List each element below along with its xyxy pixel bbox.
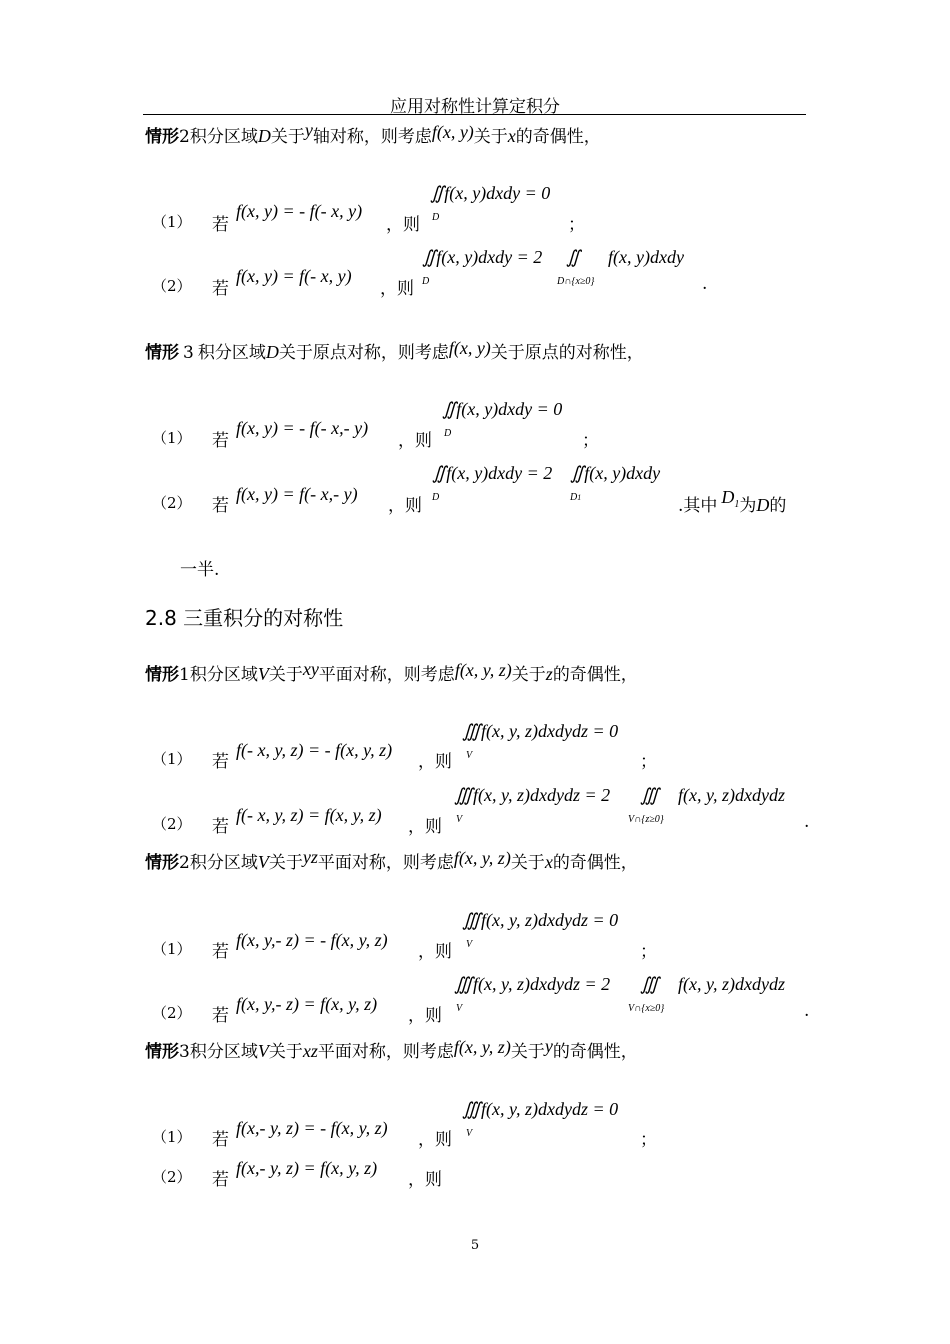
- variable-symbol: y: [544, 1036, 553, 1056]
- result-formula: f(x, y, z)dxdydz: [678, 785, 785, 805]
- case-label: 情形: [145, 1042, 179, 1062]
- result-formula: ∭f(x, y, z)dxdydz = 0: [462, 910, 619, 930]
- case-text: 的奇偶性，: [515, 127, 601, 147]
- plane-symbol: xy: [302, 659, 319, 679]
- case-1-heading: [145, 660, 638, 685]
- result-formula: ∭f(x, y, z)dxdydz = 2: [454, 974, 611, 994]
- region-symbol: V: [257, 1041, 269, 1061]
- case-number: 3: [183, 343, 194, 363]
- remark-continuation: 一半.: [180, 560, 220, 580]
- case-label: 情形: [145, 853, 179, 873]
- item-number: （2）: [152, 1004, 192, 1022]
- if-word: 若: [212, 431, 229, 451]
- then-word: ，则: [418, 1130, 452, 1150]
- integral-domain: D: [444, 428, 452, 439]
- case-label: 情形: [145, 665, 179, 685]
- result-formula: ∭f(x, y, z)dxdydz = 2: [454, 785, 611, 805]
- case-text: 积分区域: [189, 1042, 258, 1062]
- case-text: 平面对称，则考虑: [318, 665, 455, 685]
- item-number: （1）: [152, 750, 192, 768]
- case-text: 积分区域: [197, 343, 266, 363]
- then-word: ，则: [408, 1170, 442, 1190]
- result-formula: ∬f(x, y)dxdy = 0: [442, 399, 563, 419]
- condition-formula: f(x,- y, z) = - f(x, y, z): [236, 1118, 388, 1138]
- then-word: ，则: [380, 279, 414, 299]
- semicolon: ；: [640, 942, 657, 962]
- integral-domain: V∩{z≥0}: [628, 814, 664, 825]
- case-text: 关于: [473, 127, 508, 147]
- item-number: （1）: [152, 1128, 192, 1146]
- period: .: [702, 274, 708, 294]
- result-formula: ∭: [640, 785, 660, 805]
- case-3-heading: [145, 338, 644, 363]
- region-symbol: V: [257, 664, 269, 684]
- function-symbol: f(x, y, z): [454, 660, 512, 680]
- condition-formula: f(x, y,- z) = - f(x, y, z): [236, 930, 388, 950]
- period: .: [804, 1001, 810, 1021]
- condition-formula: f(x, y,- z) = f(x, y, z): [236, 994, 378, 1014]
- condition-formula: f(x, y) = - f(- x,- y): [236, 418, 369, 438]
- case-number: 1: [179, 665, 190, 685]
- region-symbol: D: [257, 126, 271, 146]
- condition-formula: f(- x, y, z) = f(x, y, z): [236, 805, 382, 825]
- then-word: ，则: [408, 817, 442, 837]
- result-formula: ∭f(x, y, z)dxdydz = 0: [462, 721, 619, 741]
- region-symbol: V: [257, 852, 269, 872]
- if-word: 若: [212, 752, 229, 772]
- condition-formula: f(x,- y, z) = f(x, y, z): [236, 1158, 378, 1178]
- result-formula: f(x, y, z)dxdydz: [678, 974, 785, 994]
- case-text: 关于原点的对称性，: [490, 343, 644, 363]
- region-index: 1: [734, 499, 740, 510]
- page-header: 应用对称性计算定积分: [390, 97, 560, 117]
- integral-domain: D: [432, 212, 440, 223]
- case-text: 关于: [268, 853, 303, 873]
- case-number: 2: [179, 853, 190, 873]
- remark-word: 的: [769, 496, 787, 516]
- case-number: 3: [179, 1042, 190, 1062]
- case-text: 的奇偶性，: [552, 665, 638, 685]
- result-formula: ∬f(x, y)dxdy = 2: [432, 463, 553, 483]
- case-2-triple-heading: [145, 848, 638, 873]
- variable-symbol: y: [304, 120, 313, 140]
- integral-domain: D∩{x≥0}: [557, 276, 595, 287]
- page-number: 5: [470, 1238, 480, 1253]
- if-word: 若: [212, 942, 229, 962]
- item-number: （2）: [152, 494, 192, 512]
- if-word: 若: [212, 496, 229, 516]
- section-heading: 2.8 三重积分的对称性: [145, 606, 344, 630]
- case-text: 关于原点对称，则考虑: [278, 343, 449, 363]
- case-text: 关于: [270, 127, 305, 147]
- case-text: 关于: [268, 665, 303, 685]
- integral-domain: V∩{x≥0}: [628, 1003, 665, 1014]
- if-word: 若: [212, 817, 229, 837]
- integral-domain: V: [456, 814, 463, 825]
- if-word: 若: [212, 1006, 229, 1026]
- case-text: 关于: [510, 1042, 545, 1062]
- case-text: 的奇偶性，: [552, 853, 638, 873]
- plane-symbol: xz: [302, 1041, 318, 1061]
- case-3-triple-heading: [145, 1037, 638, 1062]
- remark-lead: .其中: [678, 496, 718, 516]
- integral-domain: V: [466, 750, 473, 761]
- function-symbol: f(x, y): [448, 338, 491, 358]
- case-label: 情形: [145, 343, 179, 363]
- header-rule: [143, 114, 806, 115]
- condition-formula: f(x, y) = f(- x, y): [236, 266, 352, 286]
- result-formula: ∭f(x, y, z)dxdydz = 0: [462, 1099, 619, 1119]
- condition-formula: f(- x, y, z) = - f(x, y, z): [236, 740, 393, 760]
- domain-letter: D: [570, 492, 578, 503]
- case-text: 平面对称，则考虑: [317, 853, 454, 873]
- if-word: 若: [212, 1170, 229, 1190]
- semicolon: ；: [582, 431, 599, 451]
- item-number: （1）: [152, 429, 192, 447]
- result-formula: ∭: [640, 974, 660, 994]
- function-symbol: f(x, y, z): [453, 848, 511, 868]
- integral-domain: D: [432, 492, 440, 503]
- integral-domain: V: [466, 939, 473, 950]
- case-text: 关于: [511, 665, 546, 685]
- variable-symbol: z: [545, 664, 553, 684]
- result-formula: f(x, y)dxdy: [608, 247, 684, 267]
- period: .: [804, 812, 810, 832]
- item-number: （2）: [152, 1168, 192, 1186]
- if-word: 若: [212, 1130, 229, 1150]
- case-text: 轴对称，则考虑: [312, 127, 432, 147]
- case-text: 关于: [510, 853, 545, 873]
- case-text: 积分区域: [189, 665, 258, 685]
- integral-domain: D: [422, 276, 430, 287]
- then-word: ，则: [418, 752, 452, 772]
- then-word: ，则: [418, 942, 452, 962]
- result-formula: ∬f(x, y)dxdy: [570, 463, 661, 483]
- case-2-heading: [145, 122, 601, 147]
- region-symbol: D: [265, 342, 279, 362]
- function-symbol: f(x, y): [431, 122, 474, 142]
- item-number: （2）: [152, 815, 192, 833]
- region-symbol: D: [721, 487, 735, 507]
- case-text: 关于: [268, 1042, 303, 1062]
- region-symbol: D: [756, 495, 770, 515]
- then-word: ，则: [386, 215, 420, 235]
- semicolon: ；: [568, 215, 585, 235]
- case-text: 平面对称，则考虑: [317, 1042, 454, 1062]
- integral-domain: [570, 492, 581, 503]
- then-word: ，则: [388, 496, 422, 516]
- function-symbol: f(x, y, z): [453, 1037, 511, 1057]
- condition-formula: f(x, y) = - f(- x, y): [236, 201, 363, 221]
- remark-word: 为: [739, 496, 757, 516]
- integral-domain: V: [456, 1003, 463, 1014]
- remark-text: [678, 487, 787, 516]
- condition-formula: f(x, y) = f(- x,- y): [236, 484, 358, 504]
- semicolon: ；: [640, 752, 657, 772]
- result-formula: ∬f(x, y)dxdy = 0: [430, 183, 551, 203]
- case-number: 2: [179, 127, 190, 147]
- case-text: 积分区域: [189, 127, 258, 147]
- if-word: 若: [212, 215, 229, 235]
- then-word: ，则: [408, 1006, 442, 1026]
- result-formula: ∬: [566, 247, 581, 267]
- integral-domain: V: [466, 1128, 473, 1139]
- item-number: （1）: [152, 213, 192, 231]
- case-text: 的奇偶性，: [552, 1042, 638, 1062]
- semicolon: ；: [640, 1130, 657, 1150]
- case-text: 积分区域: [189, 853, 258, 873]
- variable-symbol: x: [544, 852, 553, 872]
- case-label: 情形: [145, 127, 179, 147]
- domain-index: 1: [577, 493, 582, 502]
- item-number: （2）: [152, 277, 192, 295]
- if-word: 若: [212, 279, 229, 299]
- then-word: ，则: [398, 431, 432, 451]
- result-formula: ∬f(x, y)dxdy = 2: [422, 247, 543, 267]
- item-number: （1）: [152, 940, 192, 958]
- variable-symbol: x: [507, 126, 516, 146]
- plane-symbol: yz: [302, 847, 318, 867]
